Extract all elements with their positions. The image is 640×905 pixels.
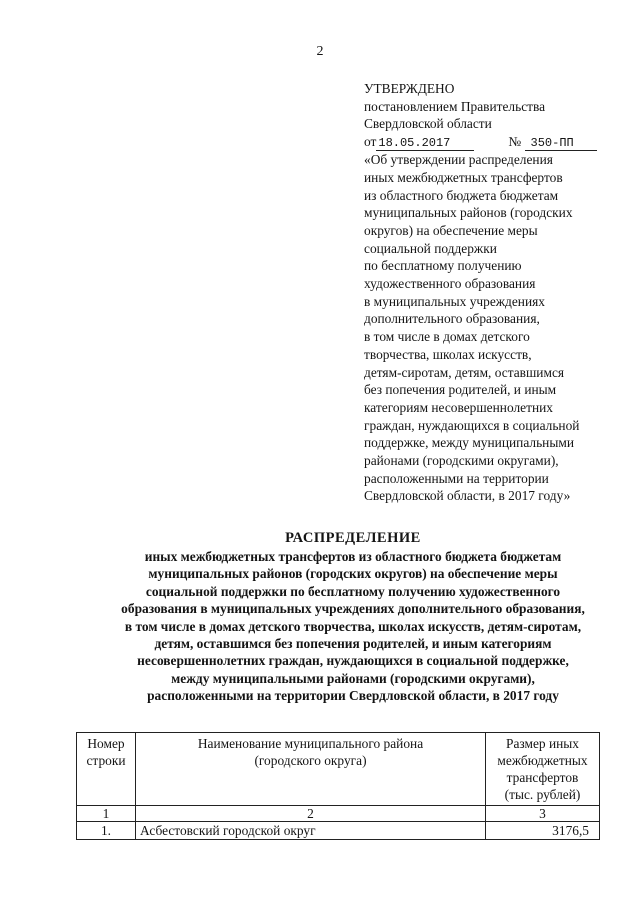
header-transfer-amount: Размер иных межбюджетных трансфертов (тыс. рублей) <box>486 733 600 806</box>
decree-subject-line: иных межбюджетных трансфертов <box>364 169 563 185</box>
decree-subject-line: поддержке, между муниципальными <box>364 435 574 451</box>
column-number: 2 <box>136 806 486 822</box>
decree-subject-line: муниципальных районов (городских <box>364 205 573 221</box>
decree-subject-line: по бесплатному получению <box>364 258 522 274</box>
document-title: РАСПРЕДЕЛЕНИЕ <box>285 530 421 546</box>
document-subtitle-line: муниципальных районов (городских округов) на обеспечение меры <box>148 566 558 582</box>
document-heading <box>60 528 640 705</box>
row-number: 1. <box>77 822 136 840</box>
decree-subject-line: расположенными на территории <box>364 470 549 486</box>
decree-subject-line: в том числе в домах детского <box>364 329 530 345</box>
table-row <box>77 822 600 840</box>
decree-subject-line: художественного образования <box>364 276 536 292</box>
decree-subject <box>364 151 626 505</box>
approval-line: постановлением Правительства <box>364 98 546 114</box>
approval-title: УТВЕРЖДЕНО <box>364 81 455 96</box>
distribution-table <box>76 732 600 840</box>
document-subtitle-line: образования в муниципальных учреждениях дополнительного образования, <box>121 601 585 617</box>
registration-line <box>364 133 626 151</box>
decree-subject-line: категориям несовершеннолетних <box>364 399 553 415</box>
decree-subject-line: округов) на обеспечение меры <box>364 222 538 238</box>
column-number: 1 <box>77 806 136 822</box>
decree-subject-line: «Об утверждении распределения <box>364 152 553 168</box>
decree-subject-line: из областного бюджета бюджетам <box>364 187 559 203</box>
document-subtitle-line: в том числе в домах детского творчества, школах искусств, детям-сиротам, <box>124 618 582 634</box>
header-row-number: Номер строки <box>77 733 136 806</box>
decree-subject-line: граждан, нуждающихся в социальной <box>364 417 580 433</box>
decree-subject-line: социальной поддержки <box>364 240 497 256</box>
document-subtitle-line: иных межбюджетных трансфертов из областного бюджета бюджетам <box>144 549 562 564</box>
approval-block <box>364 80 626 505</box>
from-label: от <box>364 134 377 150</box>
document-subtitle-line: между муниципальными районами (городскими округами), <box>171 670 535 686</box>
decree-subject-line: детям-сиротам, детям, оставшимся <box>364 364 565 380</box>
document-subtitle <box>60 548 640 705</box>
document-subtitle-line: расположенными на территории Свердловской области, в 2017 году <box>147 688 559 704</box>
document-subtitle-line: несовершеннолетних граждан, нуждающихся в социальной поддержке, <box>137 653 569 669</box>
column-number-row <box>77 806 600 822</box>
header-municipality-name: Наименование муниципального района (городского округа) <box>136 733 486 806</box>
number-sign: № <box>508 134 522 150</box>
decree-date: 18.05.2017 <box>376 137 474 151</box>
decree-number: 350-ПП <box>525 137 597 151</box>
approval-line: Свердловской области <box>364 116 492 132</box>
document-subtitle-line: социальной поддержки по бесплатному получению художественного <box>145 583 561 599</box>
decree-subject-line: без попечения родителей, и иным <box>364 382 557 398</box>
decree-subject-line: Свердловской области, в 2017 году» <box>364 488 571 504</box>
decree-subject-line: дополнительного образования, <box>364 311 540 327</box>
distribution-table-wrap <box>76 732 600 840</box>
decree-subject-line: районами (городскими округами), <box>364 453 559 469</box>
table-header-row <box>77 733 600 806</box>
decree-subject-line: творчества, школах искусств, <box>364 346 532 362</box>
municipality-name: Асбестовский городской округ <box>136 822 486 840</box>
column-number: 3 <box>486 806 600 822</box>
transfer-amount: 3176,5 <box>486 822 600 840</box>
document-subtitle-line: детям, оставшимся без попечения родителей, и иным категориям <box>154 636 552 652</box>
page-number: 2 <box>316 44 324 59</box>
decree-subject-line: в муниципальных учреждениях <box>364 293 545 309</box>
